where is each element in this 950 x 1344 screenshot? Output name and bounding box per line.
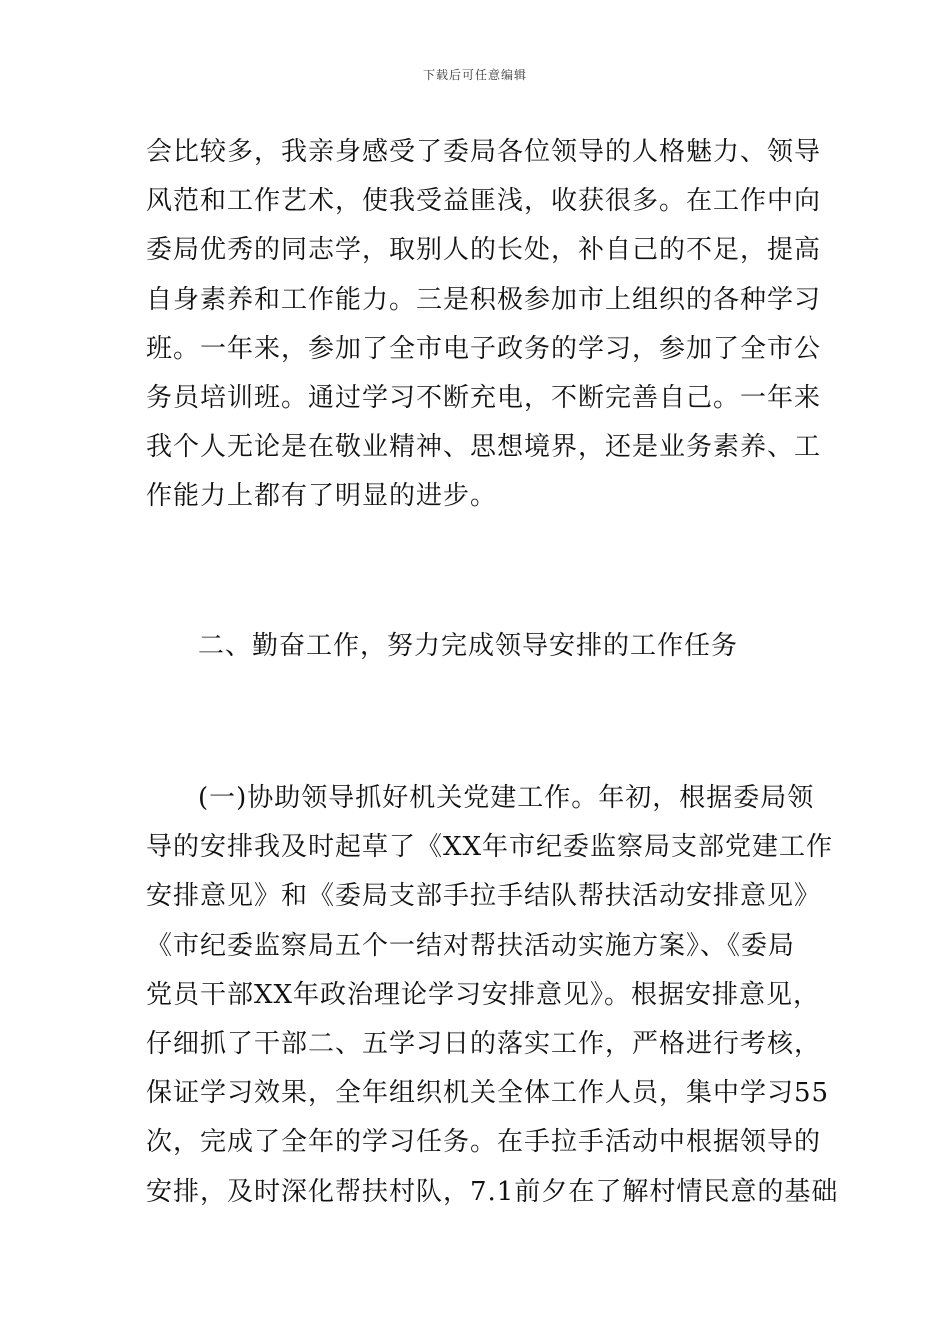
paragraph-party-building xyxy=(146,774,839,1217)
text-line: 《市纪委监察局五个一结对帮扶活动实施方案》、《委局 xyxy=(146,930,796,961)
text-line: 班。一年来，参加了全市电子政务的学习，参加了全市公 xyxy=(146,333,822,364)
text-line: 风范和工作艺术，使我受益匪浅，收获很多。在工作中向 xyxy=(146,186,822,217)
text-line: 会比较多，我亲身感受了委局各位领导的人格魅力、领导 xyxy=(146,137,822,167)
text-line: 自身素养和工作能力。三是积极参加市上组织的各种学习 xyxy=(146,284,822,315)
text-line: 务员培训班。通过学习不断充电，不断完善自己。一年来 xyxy=(146,382,822,413)
text-line: 安排意见》和《委局支部手拉手结队帮扶活动安排意见》 xyxy=(146,881,822,912)
page-header-note: 下载后可任意编辑 xyxy=(422,68,527,82)
text-line: 导的安排我及时起草了《XX年市纪委监察局支部党建工作 xyxy=(146,832,834,863)
text-line: 委局优秀的同志学，取别人的长处，补自己的不足，提高 xyxy=(146,235,822,266)
text-line: 党员干部XX年政治理论学习安排意见》。根据安排意见， xyxy=(146,979,821,1010)
paragraph-study-summary xyxy=(146,128,822,522)
text-line: 安排，及时深化帮扶村队，7.1前夕在了解村情民意的基础 xyxy=(146,1176,839,1207)
text-line: 我个人无论是在敬业精神、思想境界，还是业务素养、工 xyxy=(146,432,822,463)
section-heading: 二、勤奋工作，努力完成领导安排的工作任务 xyxy=(198,631,739,661)
text-line: (一)协助领导抓好机关党建工作。年初，根据委局领 xyxy=(198,783,815,813)
text-line: 保证学习效果，全年组织机关全体工作人员，集中学习55 xyxy=(146,1078,830,1109)
text-line: 作能力上都有了明显的进步。 xyxy=(146,481,498,512)
text-line: 仔细抓了干部二、五学习日的落实工作，严格进行考核， xyxy=(146,1028,822,1059)
text-line: 次，完成了全年的学习任务。在手拉手活动中根据领导的 xyxy=(146,1127,822,1158)
